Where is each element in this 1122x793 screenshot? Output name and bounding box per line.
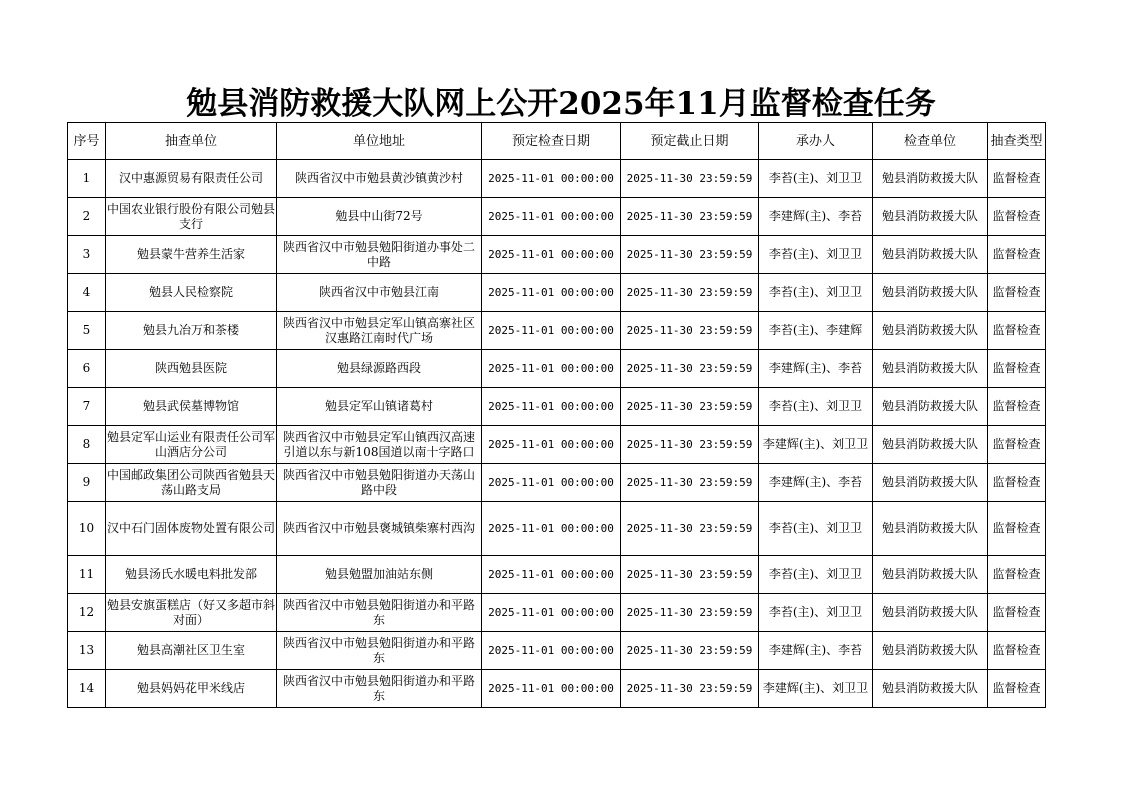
end-date-cell — [621, 464, 759, 502]
unit-name-cell-text: 勉县九冶万和茶楼 — [142, 323, 239, 337]
row-number — [68, 632, 106, 670]
table-row — [68, 426, 1046, 464]
table-row — [68, 312, 1046, 350]
dept-cell-text: 勉县消防救援大队 — [881, 605, 978, 619]
staff-cell — [759, 502, 873, 556]
staff-cell-text: 李苔(主)、刘卫卫 — [768, 247, 863, 261]
row-number — [68, 670, 106, 708]
dept-cell-text: 勉县消防救援大队 — [881, 521, 978, 535]
row-number-text: 6 — [82, 361, 91, 375]
start-date-cell — [482, 556, 621, 594]
unit-name-cell-text: 中国农业银行股份有限公司勉县支行 — [107, 201, 275, 231]
dept-cell — [873, 388, 988, 426]
address-cell — [277, 556, 482, 594]
type-cell — [988, 350, 1046, 388]
staff-cell — [759, 312, 873, 350]
staff-cell — [759, 274, 873, 312]
start-date-cell-text: 2025-11-01 00:00:00 — [488, 210, 614, 223]
start-date-cell — [482, 312, 621, 350]
start-date-cell — [482, 632, 621, 670]
unit-name-cell-text: 汉中石门固体废物处置有限公司 — [107, 521, 275, 535]
inspection-table — [67, 122, 1046, 708]
start-date-cell — [482, 350, 621, 388]
type-cell — [988, 388, 1046, 426]
staff-cell — [759, 388, 873, 426]
type-cell — [988, 556, 1046, 594]
start-date-cell-text: 2025-11-01 00:00:00 — [488, 644, 614, 657]
row-number-text: 14 — [78, 681, 95, 695]
unit-name-cell — [106, 274, 277, 312]
row-number-text: 9 — [82, 475, 91, 489]
unit-name-cell — [106, 556, 277, 594]
row-number — [68, 426, 106, 464]
dept-cell-text: 勉县消防救援大队 — [881, 323, 978, 337]
header-address: 单位地址 — [277, 123, 482, 160]
start-date-cell-text: 2025-11-01 00:00:00 — [488, 606, 614, 619]
type-cell-text: 监督检查 — [992, 285, 1041, 299]
staff-cell — [759, 198, 873, 236]
end-date-cell — [621, 160, 759, 198]
end-date-cell-text: 2025-11-30 23:59:59 — [626, 682, 753, 695]
dept-cell — [873, 670, 988, 708]
unit-name-cell — [106, 670, 277, 708]
end-date-cell — [621, 426, 759, 464]
staff-cell — [759, 350, 873, 388]
address-cell — [277, 312, 482, 350]
end-date-cell-text: 2025-11-30 23:59:59 — [626, 438, 753, 451]
row-number-text: 8 — [82, 437, 91, 451]
end-date-cell-text: 2025-11-30 23:59:59 — [626, 210, 753, 223]
dept-cell — [873, 502, 988, 556]
dept-cell-text: 勉县消防救援大队 — [881, 209, 978, 223]
type-cell-text: 监督检查 — [992, 567, 1041, 581]
end-date-cell-text: 2025-11-30 23:59:59 — [626, 522, 753, 535]
table-row — [68, 160, 1046, 198]
row-number — [68, 388, 106, 426]
staff-cell-text: 李苔(主)、刘卫卫 — [768, 285, 863, 299]
row-number-text: 4 — [82, 285, 91, 299]
row-number — [68, 556, 106, 594]
address-cell-text: 陕西省汉中市勉县定军山镇西汉高速引道以东与新108国道以南十字路口 — [282, 429, 475, 459]
row-number-text: 13 — [78, 643, 95, 657]
start-date-cell-text: 2025-11-01 00:00:00 — [488, 476, 614, 489]
table-row — [68, 502, 1046, 556]
end-date-cell — [621, 502, 759, 556]
unit-name-cell-text: 陕西勉县医院 — [154, 361, 227, 375]
address-cell — [277, 670, 482, 708]
type-cell-text: 监督检查 — [992, 247, 1041, 261]
address-cell-text: 陕西省汉中市勉县定军山镇高寨社区汉惠路江南时代广场 — [282, 315, 475, 345]
address-cell-text: 陕西省汉中市勉县勉阳街道办和平路东 — [282, 635, 475, 665]
staff-cell-text: 李建辉(主)、李苔 — [768, 361, 863, 375]
dept-cell-text: 勉县消防救援大队 — [881, 399, 978, 413]
end-date-cell — [621, 388, 759, 426]
end-date-cell-text: 2025-11-30 23:59:59 — [626, 644, 753, 657]
dept-cell — [873, 464, 988, 502]
table-header-row — [68, 123, 1046, 160]
start-date-cell — [482, 426, 621, 464]
row-number-text: 5 — [82, 323, 91, 337]
row-number-text: 10 — [78, 521, 95, 535]
type-cell-text: 监督检查 — [992, 681, 1041, 695]
start-date-cell-text: 2025-11-01 00:00:00 — [488, 362, 614, 375]
type-cell-text: 监督检查 — [992, 521, 1041, 535]
staff-cell — [759, 632, 873, 670]
start-date-cell — [482, 274, 621, 312]
staff-cell — [759, 556, 873, 594]
address-cell-text: 陕西省汉中市勉县江南 — [318, 285, 439, 299]
dept-cell-text: 勉县消防救援大队 — [881, 567, 978, 581]
row-number — [68, 350, 106, 388]
type-cell-text: 监督检查 — [992, 475, 1041, 489]
page-title: 勉县消防救援大队网上公开2025年11月监督检查任务 — [186, 86, 936, 122]
table-row — [68, 274, 1046, 312]
type-cell — [988, 312, 1046, 350]
dept-cell — [873, 274, 988, 312]
staff-cell — [759, 426, 873, 464]
unit-name-cell-text: 勉县高潮社区卫生室 — [136, 643, 245, 657]
address-cell-text: 陕西省汉中市勉县勉阳街道办和平路东 — [282, 673, 475, 703]
unit-name-cell-text: 勉县汤氏水暖电料批发部 — [124, 567, 257, 581]
type-cell — [988, 274, 1046, 312]
table-row — [68, 464, 1046, 502]
dept-cell — [873, 160, 988, 198]
start-date-cell — [482, 502, 621, 556]
dept-cell-text: 勉县消防救援大队 — [881, 643, 978, 657]
address-cell-text: 勉县绿源路西段 — [336, 361, 421, 375]
address-cell-text: 勉县中山街72号 — [335, 209, 423, 223]
type-cell-text: 监督检查 — [992, 171, 1041, 185]
unit-name-cell — [106, 388, 277, 426]
header-unit: 抽查单位 — [106, 123, 277, 160]
start-date-cell-text: 2025-11-01 00:00:00 — [488, 568, 614, 581]
header-type: 抽查类型 — [988, 123, 1046, 160]
unit-name-cell-text: 勉县安旗蛋糕店（好又多超市斜对面） — [107, 597, 275, 627]
staff-cell-text: 李建辉(主)、李苔 — [768, 209, 863, 223]
start-date-cell-text: 2025-11-01 00:00:00 — [488, 522, 614, 535]
row-number-text: 3 — [82, 247, 91, 261]
unit-name-cell — [106, 464, 277, 502]
dept-cell — [873, 198, 988, 236]
start-date-cell-text: 2025-11-01 00:00:00 — [488, 324, 614, 337]
end-date-cell-text: 2025-11-30 23:59:59 — [626, 324, 753, 337]
dept-cell — [873, 594, 988, 632]
staff-cell — [759, 236, 873, 274]
end-date-cell-text: 2025-11-30 23:59:59 — [626, 606, 753, 619]
type-cell-text: 监督检查 — [992, 361, 1041, 375]
address-cell-text: 陕西省汉中市勉县勉阳街道办和平路东 — [282, 597, 475, 627]
unit-name-cell-text: 勉县蒙牛营养生活家 — [136, 247, 245, 261]
staff-cell-text: 李苔(主)、刘卫卫 — [768, 605, 863, 619]
row-number — [68, 236, 106, 274]
dept-cell — [873, 350, 988, 388]
staff-cell-text: 李建辉(主)、刘卫卫 — [762, 681, 869, 695]
staff-cell-text: 李苔(主)、刘卫卫 — [768, 521, 863, 535]
address-cell — [277, 160, 482, 198]
start-date-cell — [482, 594, 621, 632]
type-cell — [988, 594, 1046, 632]
header-start-date: 预定检查日期 — [482, 123, 621, 160]
end-date-cell — [621, 670, 759, 708]
start-date-cell-text: 2025-11-01 00:00:00 — [488, 286, 614, 299]
unit-name-cell-text: 汉中惠源贸易有限责任公司 — [118, 171, 263, 185]
dept-cell — [873, 312, 988, 350]
type-cell — [988, 502, 1046, 556]
start-date-cell — [482, 464, 621, 502]
address-cell-text: 陕西省汉中市勉县褒城镇柴寨村西沟 — [282, 521, 475, 535]
start-date-cell-text: 2025-11-01 00:00:00 — [488, 438, 614, 451]
end-date-cell — [621, 632, 759, 670]
end-date-cell — [621, 594, 759, 632]
staff-cell-text: 李建辉(主)、李苔 — [768, 475, 863, 489]
row-number — [68, 160, 106, 198]
staff-cell — [759, 594, 873, 632]
address-cell — [277, 632, 482, 670]
address-cell — [277, 274, 482, 312]
address-cell — [277, 350, 482, 388]
row-number-text: 1 — [82, 171, 91, 185]
row-number — [68, 502, 106, 556]
staff-cell-text: 李苔(主)、刘卫卫 — [768, 399, 863, 413]
start-date-cell-text: 2025-11-01 00:00:00 — [488, 172, 614, 185]
start-date-cell — [482, 160, 621, 198]
address-cell — [277, 426, 482, 464]
header-end-date: 预定截止日期 — [621, 123, 759, 160]
address-cell — [277, 388, 482, 426]
start-date-cell — [482, 670, 621, 708]
staff-cell-text: 李建辉(主)、李苔 — [768, 643, 863, 657]
row-number-text: 12 — [78, 605, 95, 619]
type-cell — [988, 670, 1046, 708]
table-row — [68, 350, 1046, 388]
row-number-text: 11 — [78, 567, 95, 581]
end-date-cell — [621, 556, 759, 594]
unit-name-cell — [106, 198, 277, 236]
row-number — [68, 312, 106, 350]
unit-name-cell — [106, 312, 277, 350]
unit-name-cell-text: 勉县人民检察院 — [148, 285, 233, 299]
address-cell-text: 陕西省汉中市勉县勉阳街道办事处二中路 — [282, 239, 475, 269]
end-date-cell-text: 2025-11-30 23:59:59 — [626, 476, 753, 489]
staff-cell — [759, 464, 873, 502]
row-number — [68, 464, 106, 502]
row-number — [68, 274, 106, 312]
type-cell-text: 监督检查 — [992, 323, 1041, 337]
staff-cell — [759, 160, 873, 198]
unit-name-cell-text: 勉县定军山运业有限责任公司军山酒店分公司 — [107, 429, 275, 459]
header-no: 序号 — [68, 123, 106, 160]
staff-cell — [759, 670, 873, 708]
type-cell — [988, 632, 1046, 670]
type-cell — [988, 426, 1046, 464]
start-date-cell — [482, 236, 621, 274]
dept-cell-text: 勉县消防救援大队 — [881, 171, 978, 185]
unit-name-cell — [106, 236, 277, 274]
staff-cell-text: 李苔(主)、李建辉 — [768, 323, 863, 337]
unit-name-cell — [106, 632, 277, 670]
address-cell — [277, 464, 482, 502]
address-cell — [277, 236, 482, 274]
table-row — [68, 556, 1046, 594]
start-date-cell-text: 2025-11-01 00:00:00 — [488, 400, 614, 413]
address-cell — [277, 502, 482, 556]
start-date-cell-text: 2025-11-01 00:00:00 — [488, 248, 614, 261]
dept-cell-text: 勉县消防救援大队 — [881, 285, 978, 299]
end-date-cell — [621, 236, 759, 274]
end-date-cell-text: 2025-11-30 23:59:59 — [626, 286, 753, 299]
row-number-text: 7 — [82, 399, 91, 413]
dept-cell-text: 勉县消防救援大队 — [881, 681, 978, 695]
type-cell-text: 监督检查 — [992, 605, 1041, 619]
unit-name-cell-text: 勉县妈妈花甲米线店 — [136, 681, 245, 695]
unit-name-cell — [106, 160, 277, 198]
type-cell-text: 监督检查 — [992, 437, 1041, 451]
address-cell-text: 陕西省汉中市勉县勉阳街道办天荡山路中段 — [282, 467, 475, 497]
unit-name-cell — [106, 426, 277, 464]
table-row — [68, 670, 1046, 708]
staff-cell-text: 李建辉(主)、刘卫卫 — [762, 437, 869, 451]
type-cell-text: 监督检查 — [992, 643, 1041, 657]
end-date-cell-text: 2025-11-30 23:59:59 — [626, 568, 753, 581]
type-cell — [988, 464, 1046, 502]
table-row — [68, 236, 1046, 274]
type-cell — [988, 198, 1046, 236]
end-date-cell-text: 2025-11-30 23:59:59 — [626, 248, 753, 261]
address-cell — [277, 198, 482, 236]
dept-cell-text: 勉县消防救援大队 — [881, 475, 978, 489]
table-row — [68, 632, 1046, 670]
end-date-cell — [621, 274, 759, 312]
unit-name-cell-text: 勉县武侯墓博物馆 — [142, 399, 239, 413]
staff-cell-text: 李苔(主)、刘卫卫 — [768, 171, 863, 185]
end-date-cell-text: 2025-11-30 23:59:59 — [626, 172, 753, 185]
type-cell-text: 监督检查 — [992, 209, 1041, 223]
type-cell-text: 监督检查 — [992, 399, 1041, 413]
row-number — [68, 594, 106, 632]
end-date-cell — [621, 198, 759, 236]
header-dept: 检查单位 — [873, 123, 988, 160]
dept-cell-text: 勉县消防救援大队 — [881, 437, 978, 451]
start-date-cell — [482, 198, 621, 236]
end-date-cell-text: 2025-11-30 23:59:59 — [626, 362, 753, 375]
unit-name-cell-text: 中国邮政集团公司陕西省勉县天荡山路支局 — [107, 467, 275, 497]
unit-name-cell — [106, 350, 277, 388]
staff-cell-text: 李苔(主)、刘卫卫 — [768, 567, 863, 581]
address-cell-text: 陕西省汉中市勉县黄沙镇黄沙村 — [294, 171, 463, 185]
address-cell-text: 勉县定军山镇诸葛村 — [324, 399, 433, 413]
unit-name-cell — [106, 502, 277, 556]
table-row — [68, 388, 1046, 426]
dept-cell-text: 勉县消防救援大队 — [881, 361, 978, 375]
start-date-cell-text: 2025-11-01 00:00:00 — [488, 682, 614, 695]
dept-cell — [873, 556, 988, 594]
dept-cell — [873, 632, 988, 670]
row-number — [68, 198, 106, 236]
address-cell-text: 勉县勉盟加油站东侧 — [324, 567, 433, 581]
end-date-cell-text: 2025-11-30 23:59:59 — [626, 400, 753, 413]
unit-name-cell — [106, 594, 277, 632]
table-row — [68, 594, 1046, 632]
end-date-cell — [621, 350, 759, 388]
start-date-cell — [482, 388, 621, 426]
type-cell — [988, 160, 1046, 198]
table-row — [68, 198, 1046, 236]
address-cell — [277, 594, 482, 632]
end-date-cell — [621, 312, 759, 350]
row-number-text: 2 — [82, 209, 91, 223]
dept-cell-text: 勉县消防救援大队 — [881, 247, 978, 261]
type-cell — [988, 236, 1046, 274]
dept-cell — [873, 236, 988, 274]
dept-cell — [873, 426, 988, 464]
header-staff: 承办人 — [759, 123, 873, 160]
